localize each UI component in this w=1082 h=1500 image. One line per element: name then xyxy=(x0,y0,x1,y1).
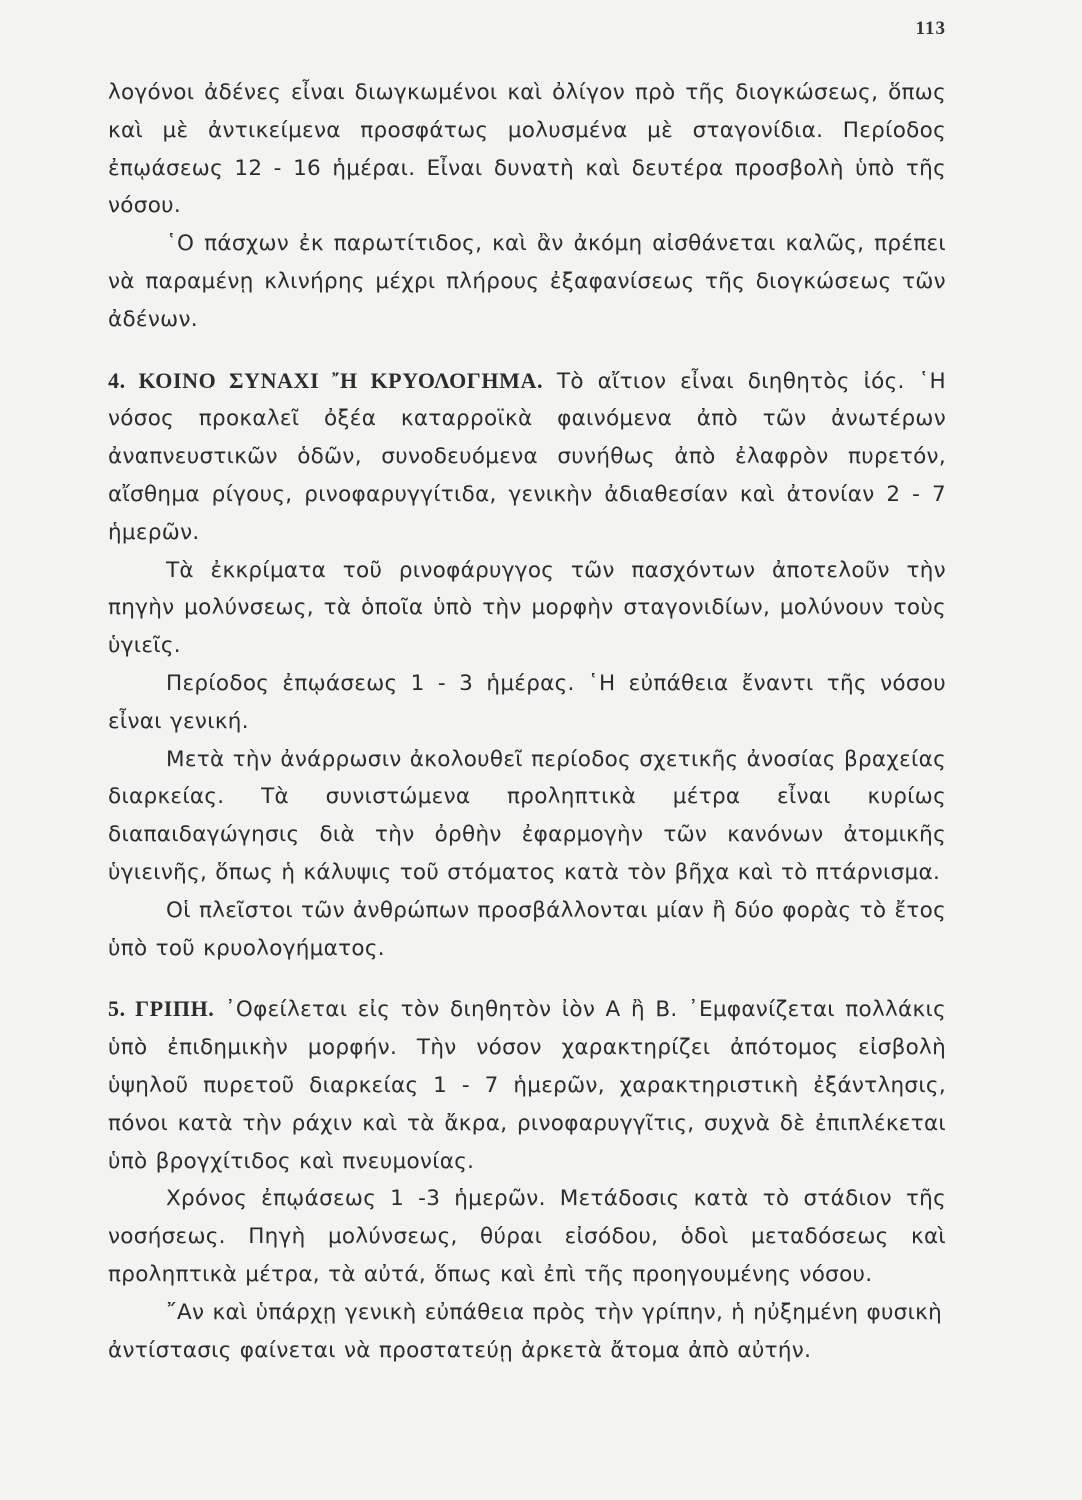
paragraph: Οἱ πλεῖστοι τῶν ἀνθρώπων προσβάλλονται μίαν ἢ δύο φορὰς τὸ ἔτος ὑπὸ τοῦ κρυολογήματος. xyxy=(108,897,946,961)
paragraph: λογόνοι ἀδένες εἶναι διωγκωμένοι καὶ ὀλίγον πρὸ τῆς διογκώσεως, ὅπως καὶ μὲ ἀντικείμενα προσφάτως μολυσμένα μὲ σταγονίδια. Περίοδος ἐπῳάσεως 12 - 16 ἡμέραι. Εἶναι δυνατὴ καὶ δευτέρα προσβολὴ ὑπὸ τῆς νόσου. xyxy=(108,80,946,219)
body-text xyxy=(108,74,946,1369)
paragraph: ῎Αν καὶ ὑπάρχῃ γενικὴ εὐπάθεια πρὸς τὴν γρίπην, ἡ ηὐξημένη φυσικὴ ἀντίστασις φαίνεται νὰ προστατεύῃ ἀρκετὰ ἄτομα ἀπὸ αὐτήν. xyxy=(108,1299,943,1363)
section-5-heading: 5. ΓΡΙΠΗ. xyxy=(108,996,215,1022)
section-4-heading: 4. ΚΟΙΝΟ ΣΥΝΑΧΙ ῎Η ΚΡΥΟΛΟΓΗΜΑ. xyxy=(108,367,544,393)
section-5-intro xyxy=(108,990,946,1180)
paragraph: Περίοδος ἐπῳάσεως 1 - 3 ἡμέρας. ῾Η εὐπάθεια ἔναντι τῆς νόσου εἶναι γενική. xyxy=(108,670,946,734)
page-number: 113 xyxy=(915,18,946,39)
section-5-text: ᾿Οφείλεται εἰς τὸν διηθητὸν ἰὸν Α ἢ Β. ᾿Εμφανίζεται πολλάκις ὑπὸ ἐπιδημικὴν μορφήν. Τὴν νόσον χαρακτηρίζει ἀπότομος εἰσβολὴ ὑψηλοῦ πυρετοῦ διαρκείας 1 - 7 ἡμερῶν, χαρακτηριστικὴ ἐξάντλησις, πόνοι κατὰ τὴν ράχιν καὶ τὰ ἄκρα, ρινοφαρυγγῖτις, συχνὰ δὲ ἐπιπλέκεται ὑπὸ βρογχίτιδος καὶ πνευμονίας. xyxy=(108,997,946,1174)
paragraph: Χρόνος ἐπῳάσεως 1 -3 ἡμερῶν. Μετάδοσις κατὰ τὸ στάδιον τῆς νοσήσεως. Πηγὴ μολύνσεως, θύραι εἰσόδου, ὁδοὶ μεταδόσεως καὶ προληπτικὰ μέτρα, τὰ αὐτά, ὅπως καὶ ἐπὶ τῆς προηγουμένης νόσου. xyxy=(108,1186,946,1287)
paragraph: Μετὰ τὴν ἀνάρρωσιν ἀκολουθεῖ περίοδος σχετικῆς ἀνοσίας βραχείας διαρκείας. Τὰ συνιστώμενα προληπτικὰ μέτρα εἶναι κυρίως διαπαιδαγώγησις διὰ τὴν ὀρθὴν ἐφαρμογὴν τῶν κανόνων ἀτομικῆς ὑγιεινῆς, ὅπως ἡ κάλυψις τοῦ στόματος κατὰ τὸν βῆχα καὶ τὸ πτάρνισμα. xyxy=(108,746,946,885)
paragraph: Τὰ ἐκκρίματα τοῦ ρινοφάρυγγος τῶν πασχόντων ἀποτελοῦν τὴν πηγὴν μολύνσεως, τὰ ὁποῖα ὑπὸ τὴν μορφὴν σταγονιδίων, μολύνουν τοὺς ὑγιεῖς. xyxy=(108,557,946,659)
section-4-text: Τὸ αἴτιον εἶναι διηθητὸς ἰός. ῾Η νόσος προκαλεῖ ὀξέα καταρροϊκὰ φαινόμενα ἀπὸ τῶν ἀνωτέρων ἀναπνευστικῶν ὁδῶν, συνοδευόμενα συνήθως ἀπὸ ἐλαφρὸν πυρετόν, αἴσθημα ρίγους, ρινοφαρυγγίτιδα, γενικὴν ἀδιαθεσίαν καὶ ἀτονίαν 2 - 7 ἡμερῶν. xyxy=(108,368,946,545)
paragraph: ῾Ο πάσχων ἐκ παρωτίτιδος, καὶ ἂν ἀκόμη αἰσθάνεται καλῶς, πρέπει νὰ παραμένῃ κλινήρης μέχρι πλήρους ἐξαφανίσεως τῆς διογκώσεως τῶν ἀδένων. xyxy=(108,231,946,332)
section-4-intro xyxy=(108,362,946,552)
